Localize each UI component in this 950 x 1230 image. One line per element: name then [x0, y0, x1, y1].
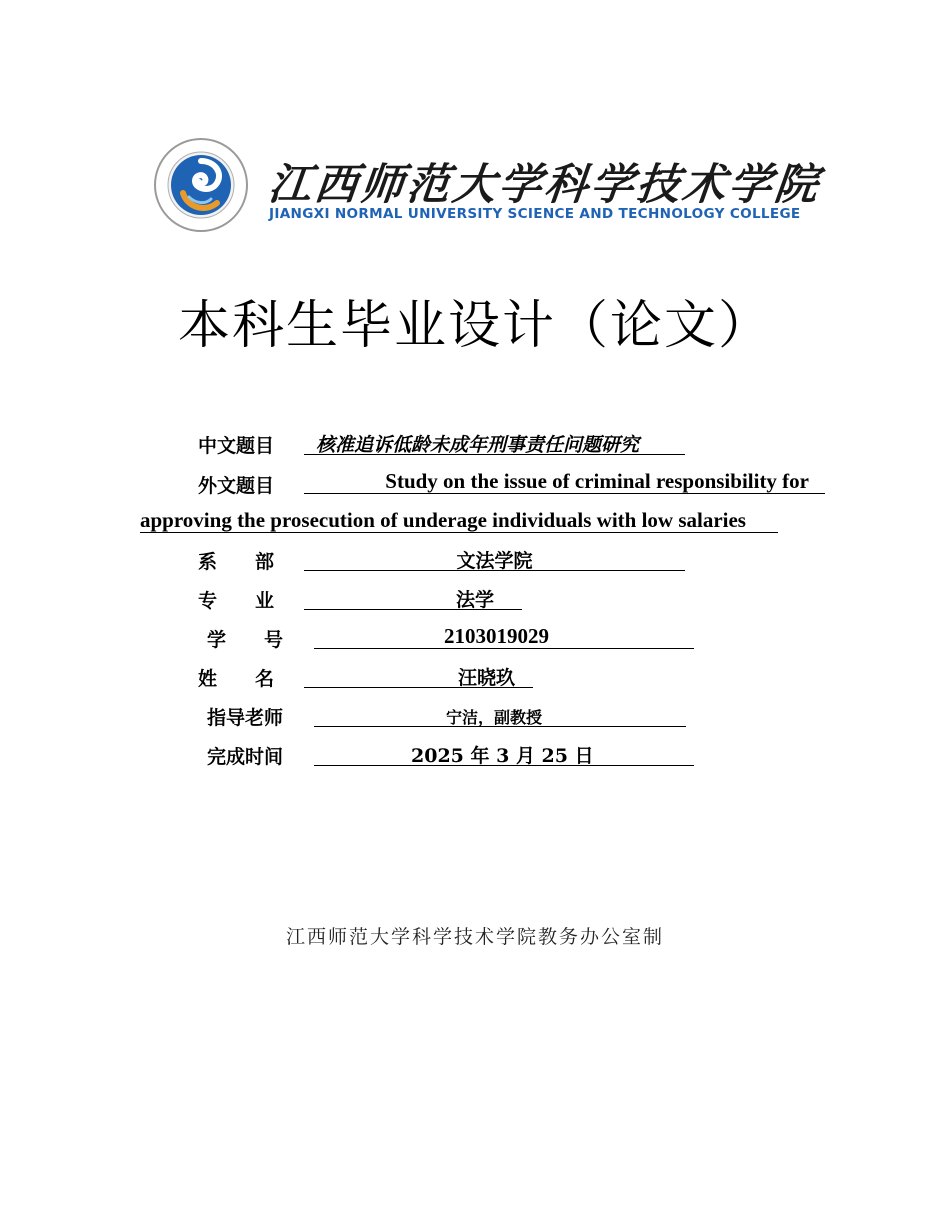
college-logo: [153, 137, 824, 237]
name-label: 姓 名: [198, 668, 275, 690]
advisor-value: 宁洁，副教授: [446, 708, 543, 727]
en-title-value-line2: approving the prosecution of underage individuals with low salaries: [140, 508, 746, 532]
date-field: [314, 741, 694, 766]
department-label: 系 部: [198, 551, 275, 573]
advisor-label: 指导老师: [207, 707, 284, 729]
college-name-calligraphy: 江西师范大学科学技术学院: [266, 160, 824, 210]
advisor-field: [314, 702, 686, 727]
date-value: 2025 年 3 月 25 日: [411, 745, 594, 767]
student-id-field: [314, 624, 694, 649]
page-title: 本科生毕业设计（论文）: [177, 296, 772, 356]
en-title-field-line1: [304, 469, 825, 494]
cn-title-field: [304, 430, 685, 455]
major-label: 专 业: [198, 590, 275, 612]
student-id-label: 学 号: [207, 629, 284, 651]
name-field: [304, 663, 533, 688]
en-title-value-line1: Study on the issue of criminal responsibility for: [385, 469, 809, 493]
student-id-value: 2103019029: [444, 624, 549, 648]
college-name-english: JIANGXI NORMAL UNIVERSITY SCIENCE AND TECHNOLOGY COLLEGE: [269, 206, 801, 222]
date-label: 完成时间: [207, 746, 284, 768]
department-field: [304, 546, 685, 571]
college-seal-icon: [153, 137, 249, 233]
en-title-field-line2: [140, 508, 778, 533]
en-title-label: 外文题目: [198, 475, 275, 497]
department-value: 文法学院: [456, 550, 533, 572]
major-field: [304, 585, 522, 610]
cn-title-value: 核准追诉低龄未成年刑事责任问题研究: [316, 434, 640, 456]
major-value: 法学: [456, 589, 495, 611]
name-value: 汪晓玖: [458, 667, 516, 689]
footer-issuer: 江西师范大学科学技术学院教务办公室制: [285, 926, 664, 948]
cn-title-label: 中文题目: [198, 435, 275, 457]
